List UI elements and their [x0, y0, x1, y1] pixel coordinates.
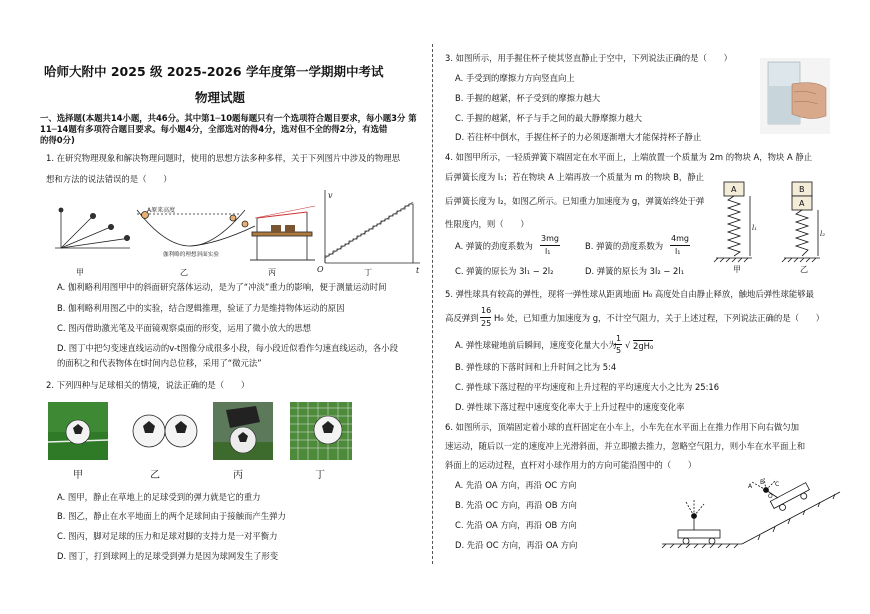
q6-fig-letter-o: O	[768, 493, 773, 500]
q1-fig-axis-v: v	[328, 191, 333, 200]
q5-stem-line-1: 5. 弹性球具有较高的弹性，现将一弹性球从距离地面 H₀ 高度处自由静止释放，触地后弹性球能够最	[445, 289, 815, 299]
q1-fig-slope-label: 伽利略的理想斜面实验	[163, 252, 219, 258]
q4-fig-label-yi: 乙	[800, 265, 808, 274]
q2-fig-bing-foot-on-ball	[213, 402, 273, 460]
q3-stem: 3. 如图所示，用手握住杯子使其竖直静止于空中，下列说法正确的是（ ）	[445, 53, 733, 63]
q5-stem-frac-denominator: 25	[481, 319, 492, 328]
q6-fig-letter-c: C	[775, 481, 780, 488]
q3-option-c: C. 手握的越紧，杯子与手之间的最大静摩擦力越大	[455, 113, 643, 123]
q1-stem-line-1: 1. 在研究物理现象和解决物理问题时，使用的思想方法多种多样，关于下列图片中涉及的物理思	[46, 153, 401, 163]
q4-stem-line-1: 4. 如图甲所示，一轻质弹簧下端固定在水平面上，上端放置一个质量为 2m 的物块 A，物块 A 静止	[445, 152, 813, 162]
q6-option-b: B. 先沿 OC 方向，再沿 OB 方向	[455, 500, 577, 510]
q4-fig-block-a-jia: A	[731, 185, 737, 194]
q5-option-a: A. 弹性球碰地前后瞬间，速度变化量大小为	[455, 340, 617, 350]
q6-fig-letter-a: A	[748, 483, 753, 490]
q2-option-b: B. 图乙，静止在水平地面上的两个足球间由于接触而产生弹力	[57, 511, 286, 521]
q6-stem-line-1: 6. 如图所示，顶端固定着小球的直杆固定在小车上，小车先在水平面上在推力作用下向右做匀加	[445, 422, 800, 432]
q4-stem-line-2: 后弹簧长度为 l₁；若在物块 A 上端再放一个质量为 m 的物块 B，静止	[445, 172, 705, 182]
q1-option-a: A. 伽利略利用图甲中的斜面研究落体运动，是为了“冲淡”重力的影响，便于测量运动时间	[57, 282, 387, 292]
q1-fig-axis-o: O	[317, 265, 324, 274]
q4-stem-line-4: 性限度内，则（ ）	[445, 219, 529, 229]
q1-fig-label-bing: 丙	[268, 268, 276, 277]
q2-stem: 2. 下列四种与足球相关的情境，说法正确的是（ ）	[46, 380, 250, 390]
q3-option-b: B. 手握的越紧，杯子受到的摩擦力越大	[455, 93, 601, 103]
q5-option-a-sqrt-value: 2gH₀	[633, 341, 654, 351]
q1-fig-label-yi: 乙	[180, 268, 188, 277]
column-divider	[432, 44, 433, 564]
q1-fig-bing-table	[250, 206, 315, 260]
section-intro-line-2: 11─14题有多项符合题目要求。每小题4分，全部选对的得4分，选对但不全的得2分，有选错	[40, 124, 388, 134]
q2-figures	[48, 402, 358, 466]
q1-fig-label-jia: 甲	[76, 268, 84, 277]
q4-stem-line-3: 后弹簧长度为 l₂，如图乙所示。已知重力加速度为 g，弹簧始终处于弹	[445, 196, 705, 206]
q2-option-a: A. 图甲，静止在草地上的足球受到的弹力就是它的重力	[57, 492, 261, 502]
q5-stem-frac-numerator: 16	[481, 306, 492, 315]
q2-fig-label-yi: 乙	[150, 470, 160, 481]
section-intro-line-3: 的得0分)	[40, 135, 75, 145]
q4-fig-l2: l₂	[820, 230, 826, 238]
q6-fig-letter-b: B	[760, 479, 765, 486]
q1-fig-label-ding: 丁	[364, 268, 372, 277]
q6-figure-cart	[660, 478, 845, 558]
q2-fig-label-bing: 丙	[233, 470, 243, 481]
q5-option-a-frac-num: 1	[616, 334, 622, 343]
q6-option-c: C. 先沿 OA 方向，再沿 OB 方向	[455, 520, 577, 530]
q6-stem-line-2: 速运动，随后以一定的速度冲上光滑斜面，并立即撤去推力，忽略空气阻力，则小车在水平面上和	[445, 441, 806, 451]
q1-fig-axis-t: t	[416, 266, 420, 275]
q2-fig-ding-ball-in-net	[290, 402, 352, 460]
q2-option-d: D. 图丁，打到球网上的足球受到弹力是因为球网发生了形变	[57, 551, 279, 561]
q1-fig-yi-slope	[137, 210, 255, 246]
q1-option-c: C. 图丙借助激光笔及平面镜观察桌面的形变，运用了微小放大的思想	[57, 323, 312, 333]
q4-option-c: C. 弹簧的原长为 3l₁ − 2l₂	[455, 266, 554, 276]
q1-option-d-line-2: 的面积之和代表物体在t时间内总位移，采用了“微元法”	[57, 358, 262, 368]
q2-fig-label-jia: 甲	[73, 470, 83, 481]
q1-fig-height-label: A原来高度	[147, 207, 176, 214]
q4-figure-springs	[712, 180, 842, 272]
q1-option-d-line-1: D. 图丁中把匀变速直线运动的v-t图像分成很多小段，每小段近似看作匀速直线运动，各小段	[57, 343, 399, 353]
q4-fig-l1: l₁	[752, 224, 758, 232]
q2-fig-jia-ball-on-grass	[48, 402, 108, 460]
q4-option-a-numerator: 3mg	[541, 234, 559, 243]
q5-stem-line-2-prefix: 高反弹到	[445, 313, 479, 323]
q3-figure-hand-cup	[760, 58, 830, 134]
q4-fig-block-b: B	[799, 185, 805, 194]
q4-option-b: B. 弹簧的劲度系数为	[585, 241, 664, 251]
q4-fig-block-a-yi: A	[799, 199, 805, 208]
q6-option-a: A. 先沿 OA 方向，再沿 OC 方向	[455, 480, 577, 490]
q1-stem-line-2: 想和方法的说法错误的是（ ）	[46, 174, 172, 184]
q4-option-b-denominator: l₁	[675, 247, 681, 256]
q4-option-a: A. 弹簧的劲度系数为	[455, 241, 533, 251]
exam-subtitle: 物理试题	[195, 90, 246, 105]
q1-option-b: B. 伽利略利用图乙中的实验，结合逻辑推理，验证了力是维持物体运动的原因	[57, 303, 345, 313]
q1-figures	[45, 188, 425, 278]
exam-title: 哈师大附中 2025 级 2025-2026 学年度第一学期期中考试	[44, 64, 384, 79]
q4-option-d: D. 弹簧的原长为 3l₂ − 2l₁	[585, 266, 685, 276]
q1-fig-ding-vt-graph	[325, 190, 420, 263]
section-intro-line-1: 一、选择题(本题共14小题，共46分。其中第1─10题每题只有一个选项符合题目要求，每小题3分 第	[40, 113, 417, 123]
q5-option-a-frac-den: 5	[616, 346, 622, 355]
q4-option-a-denominator: l₁	[545, 247, 551, 256]
q5-stem-line-2-suffix: H₀ 处，已知重力加速度为 g，不计空气阻力，关于上述过程，下列说法正确的是（ ）	[494, 313, 825, 323]
q5-option-b: B. 弹性球的下落时间和上升时间之比为 5:4	[455, 362, 617, 372]
q6-option-d: D. 先沿 OC 方向，再沿 OA 方向	[455, 540, 578, 550]
q3-option-a: A. 手受到的摩擦力方向竖直向上	[455, 73, 575, 83]
q5-option-c: C. 弹性球下落过程的平均速度和上升过程的平均速度大小之比为 25:16	[455, 382, 720, 392]
q4-fig-yi	[782, 182, 820, 262]
q1-fig-jia-incline	[55, 208, 130, 248]
q5-option-d: D. 弹性球下落过程中速度变化率大于上升过程中的速度变化率	[455, 402, 685, 412]
q5-option-a-sqrt-sign: √	[625, 340, 631, 350]
q2-fig-label-ding: 丁	[315, 470, 325, 481]
q3-option-d: D. 若往杯中倒水，手握住杯子的力必须逐渐增大才能保持杯子静止	[455, 132, 702, 142]
q2-option-c: C. 图丙，脚对足球的压力和足球对脚的支持力是一对平衡力	[57, 531, 278, 541]
q4-option-b-numerator: 4mg	[671, 234, 689, 243]
q4-fig-jia	[714, 182, 752, 262]
q4-fig-label-jia: 甲	[733, 265, 741, 274]
q6-stem-line-3: 斜面上的运动过程，直杆对小球作用力的方向可能沿图中的（ ）	[445, 460, 697, 470]
q2-fig-yi-two-balls	[128, 402, 198, 460]
